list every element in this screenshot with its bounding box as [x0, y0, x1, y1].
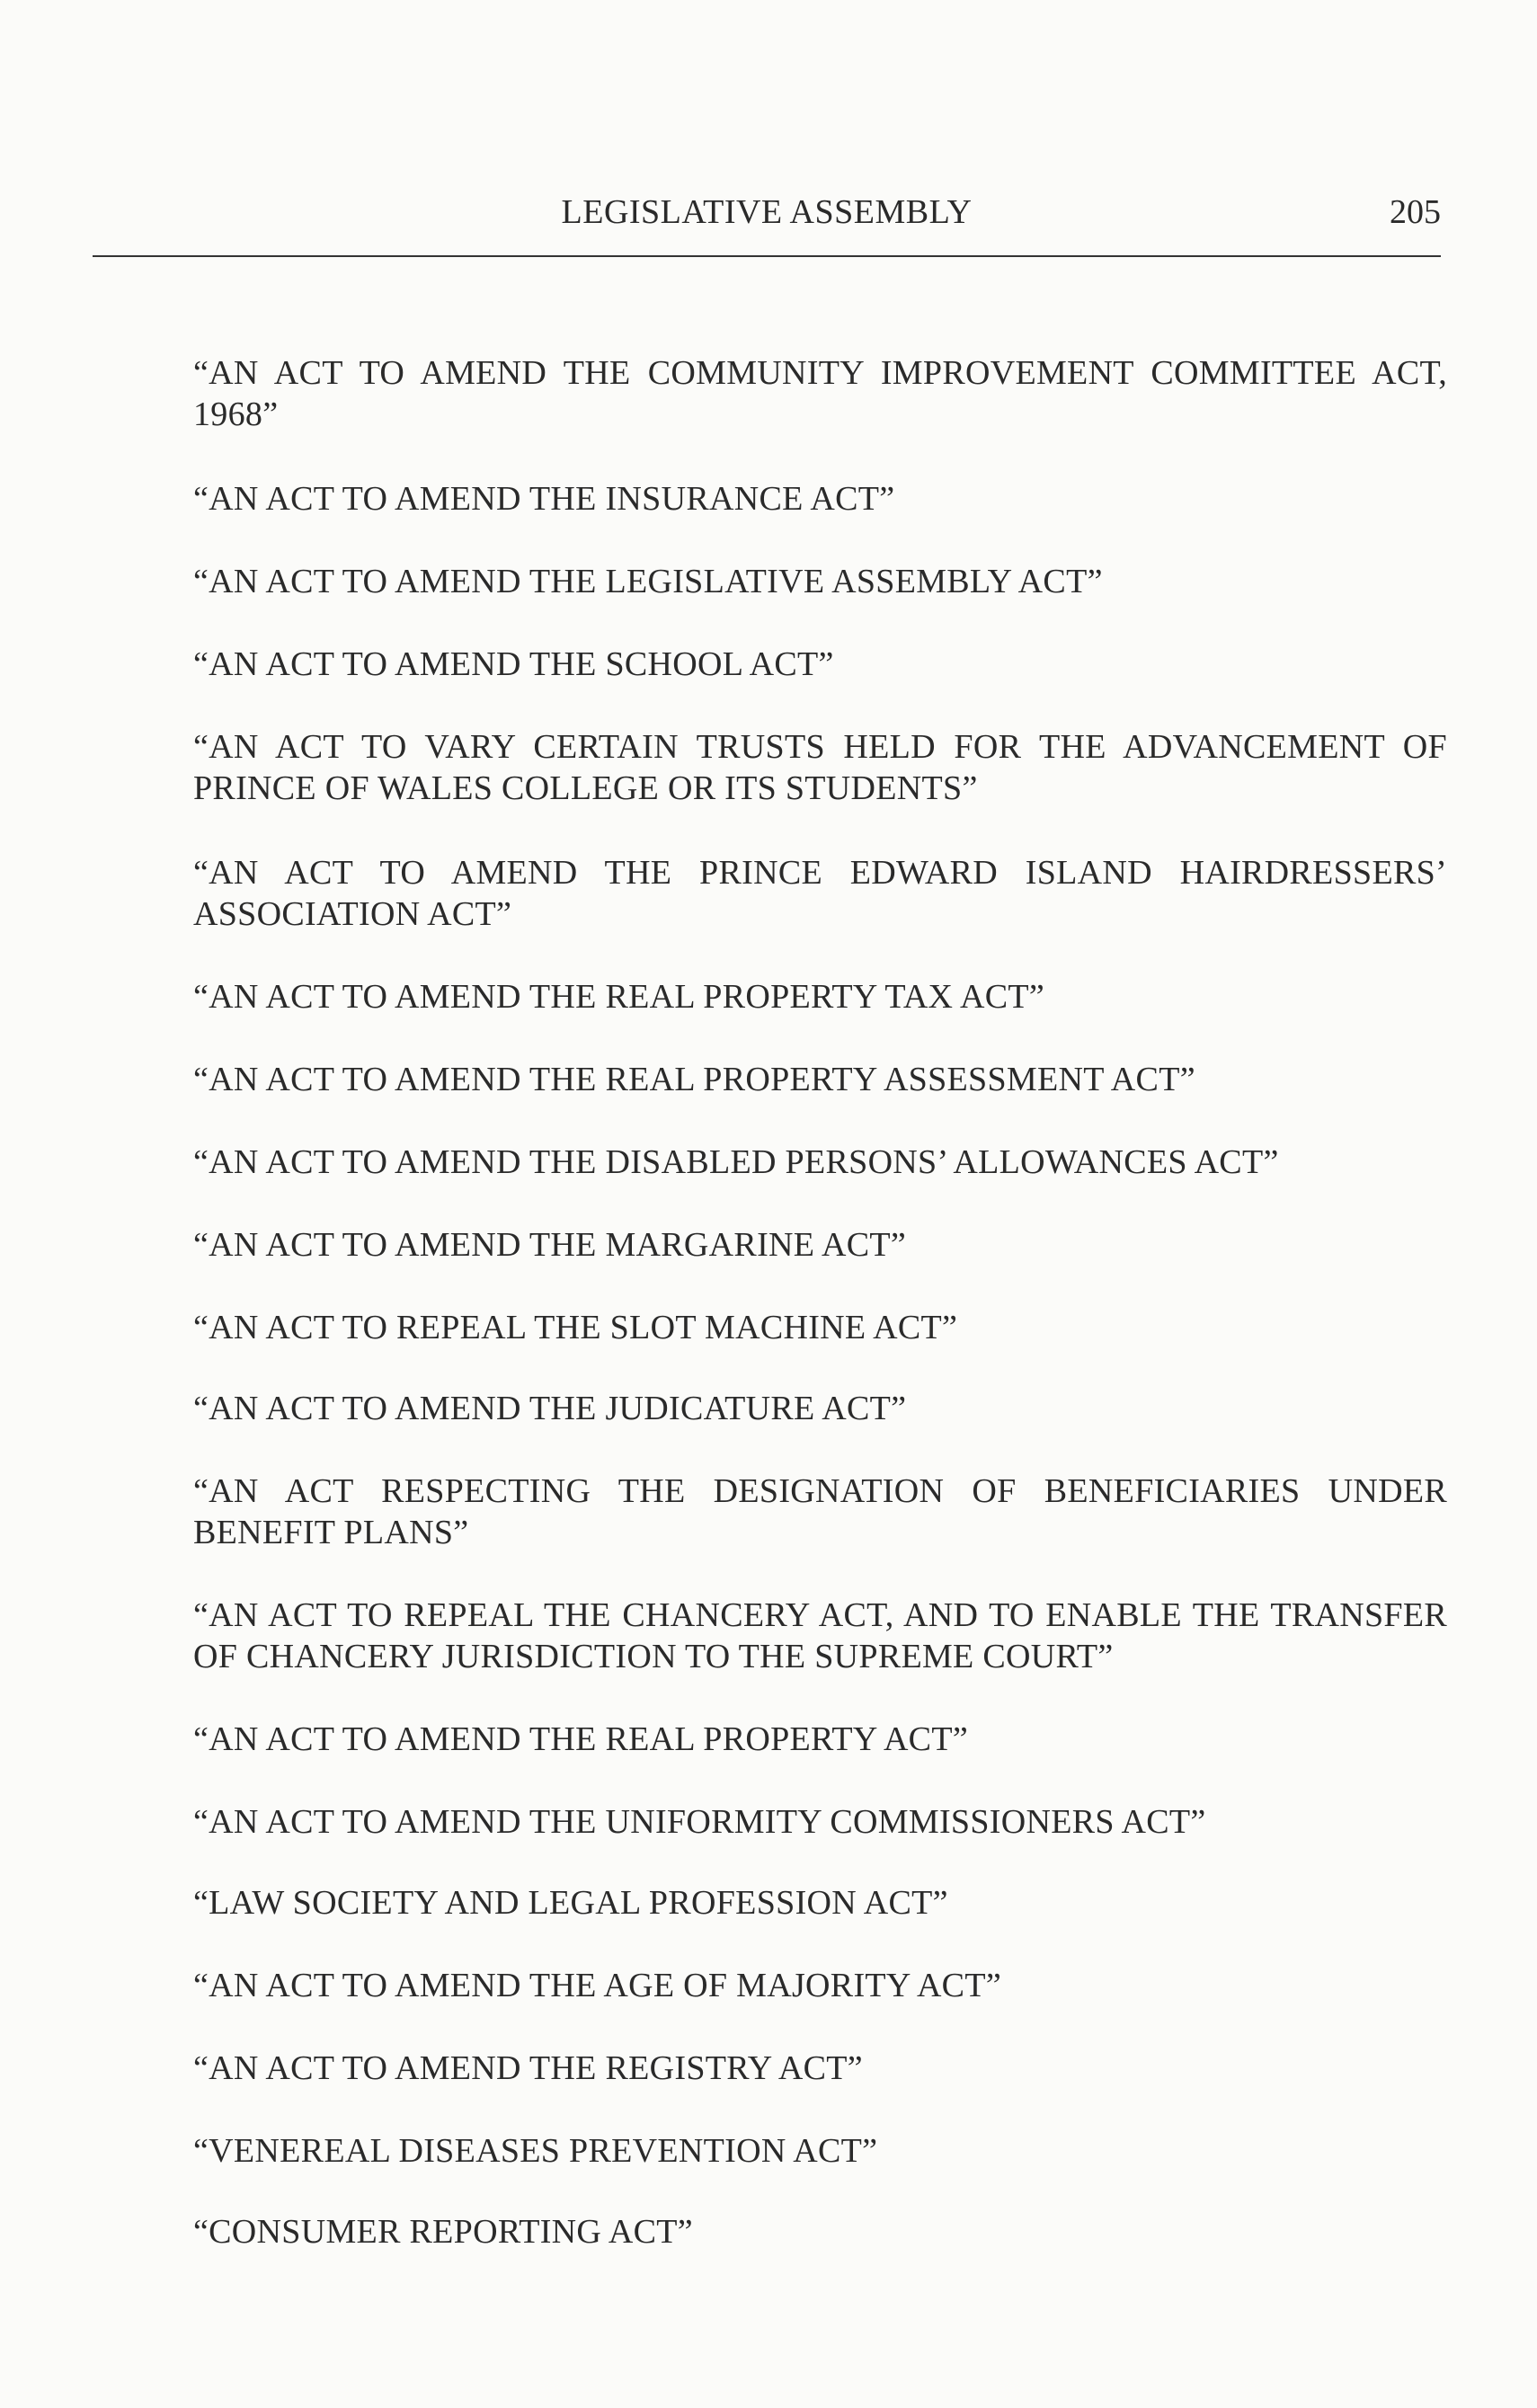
act-title: “AN ACT TO VARY CERTAIN TRUSTS HELD FOR THE ADVANCEMENT OF PRINCE OF WALES COLLEGE OR ITS STUDENTS” — [193, 728, 1447, 807]
act-title: “AN ACT TO AMEND THE SCHOOL ACT” — [193, 645, 834, 683]
act-title: “AN ACT TO AMEND THE LEGISLATIVE ASSEMBLY ACT” — [193, 563, 1103, 600]
act-title: “AN ACT TO AMEND THE MARGARINE ACT” — [193, 1226, 907, 1264]
act-title: “AN ACT TO AMEND THE COMMUNITY IMPROVEMENT COMMITTEE ACT, 1968” — [193, 354, 1447, 433]
act-title: “AN ACT TO AMEND THE REGISTRY ACT” — [193, 2049, 863, 2087]
act-title: “AN ACT TO AMEND THE DISABLED PERSONS’ ALLOWANCES ACT” — [193, 1143, 1279, 1181]
act-title: “LAW SOCIETY AND LEGAL PROFESSION ACT” — [193, 1884, 948, 1922]
act-title: “AN ACT TO AMEND THE REAL PROPERTY TAX ACT” — [193, 978, 1045, 1016]
page-number: 205 — [1390, 193, 1441, 231]
act-title: “AN ACT TO AMEND THE REAL PROPERTY ACT” — [193, 1720, 969, 1758]
act-title: “AN ACT TO REPEAL THE CHANCERY ACT, AND TO ENABLE THE TRANSFER OF CHANCERY JURISDICTION TO THE SUPREME COURT” — [193, 1596, 1447, 1675]
act-title: “AN ACT TO AMEND THE INSURANCE ACT” — [193, 480, 895, 518]
act-title: “AN ACT RESPECTING THE DESIGNATION OF BENEFICIARIES UNDER BENEFIT PLANS” — [193, 1472, 1447, 1551]
act-title: “VENEREAL DISEASES PREVENTION ACT” — [193, 2132, 878, 2170]
act-title: “CONSUMER REPORTING ACT” — [193, 2213, 693, 2251]
running-title: LEGISLATIVE ASSEMBLY — [561, 193, 973, 231]
act-title: “AN ACT TO AMEND THE JUDICATURE ACT” — [193, 1390, 907, 1427]
running-head — [93, 189, 1441, 243]
act-title: “AN ACT TO AMEND THE AGE OF MAJORITY ACT” — [193, 1967, 1002, 2004]
header-rule — [93, 255, 1441, 257]
act-title: “AN ACT TO AMEND THE REAL PROPERTY ASSESSMENT ACT” — [193, 1061, 1195, 1098]
act-title: “AN ACT TO REPEAL THE SLOT MACHINE ACT” — [193, 1309, 958, 1346]
act-title: “AN ACT TO AMEND THE UNIFORMITY COMMISSIONERS ACT” — [193, 1803, 1206, 1841]
act-title: “AN ACT TO AMEND THE PRINCE EDWARD ISLAND HAIRDRESSERS’ ASSOCIATION ACT” — [193, 854, 1447, 933]
